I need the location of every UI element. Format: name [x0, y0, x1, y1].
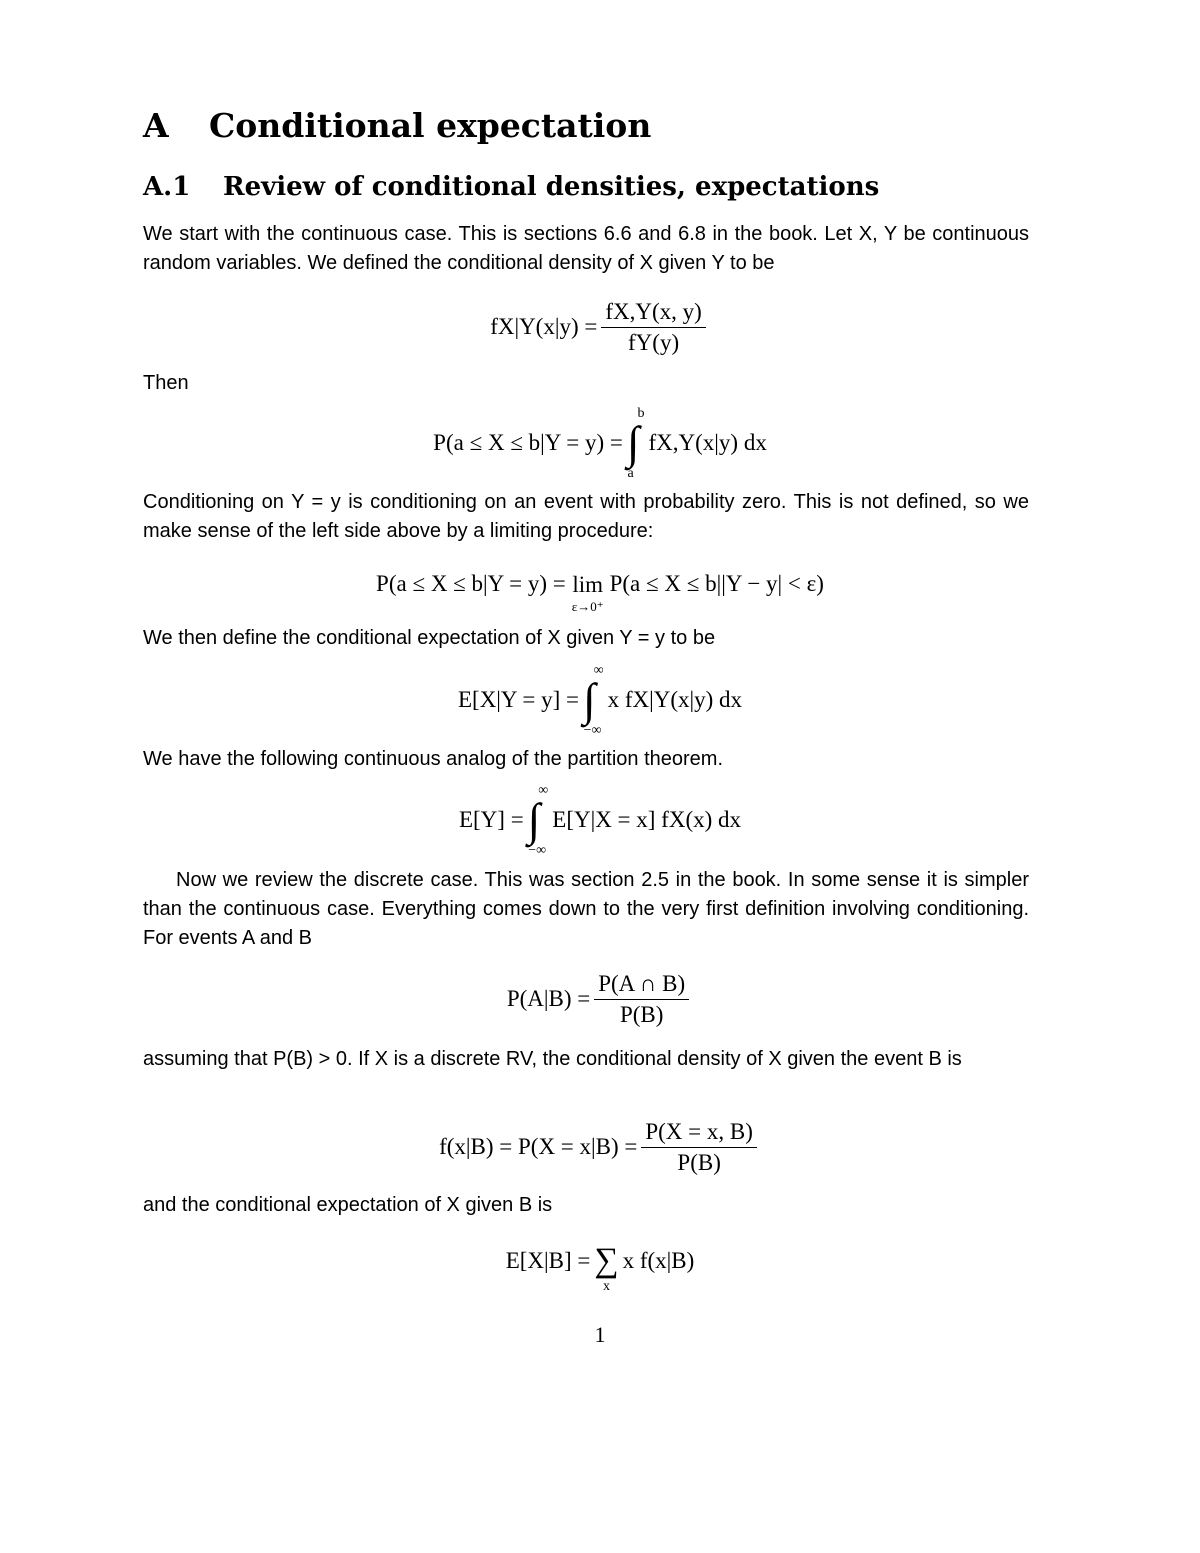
- eq2-integrand: fX,Y(x|y) dx: [648, 430, 767, 455]
- paragraph-7: assuming that P(B) > 0. If X is a discrete RV, the conditional density of X given the event B is: [143, 1048, 962, 1070]
- paragraph-8: and the conditional expectation of X given B is: [143, 1194, 553, 1216]
- eq4-upper-limit: ∞: [593, 663, 604, 678]
- paragraph-1: We start with the continuous case. This is sections 6.6 and 6.8 in the book. Let X, Y be continuous random variables. We defined the conditional density of X given Y to be: [143, 223, 1029, 274]
- eq2-limits: [627, 406, 645, 481]
- eq2-integral: [626, 406, 645, 481]
- equation-conditional-density: [0, 296, 1200, 358]
- eq3-limit: [572, 572, 604, 613]
- eq4-limits: [583, 663, 604, 738]
- eq6-numerator: P(A ∩ B): [594, 971, 689, 1000]
- eq8-lhs: E[X|B] =: [505, 1248, 591, 1273]
- eq7-fraction: [641, 1119, 757, 1176]
- eq2-lower-limit: a: [627, 466, 634, 481]
- eq4-integrand: x fX|Y(x|y) dx: [607, 687, 743, 712]
- section-number: A: [143, 106, 169, 145]
- section-heading: [143, 106, 651, 145]
- paragraph-5: We have the following continuous analog of the partition theorem.: [143, 748, 723, 770]
- eq3-limit-subscript: ε→0⁺: [571, 598, 604, 614]
- eq3-lhs: P(a ≤ X ≤ b|Y = y) =: [376, 571, 566, 596]
- eq4-lhs: E[X|Y = y] =: [457, 687, 580, 712]
- paragraph-2: Then: [143, 372, 189, 394]
- paragraph-4: We then define the conditional expectation of X given Y = y to be: [143, 627, 716, 649]
- integral-sign-icon: ∫: [527, 794, 541, 845]
- equation-conditional-expectation: [0, 663, 1200, 738]
- eq1-lhs: fX|Y(x|y) =: [490, 314, 598, 339]
- eq3-limit-operator: lim: [572, 571, 604, 597]
- eq5-upper-limit: ∞: [538, 783, 549, 798]
- eq4-lower-limit: −∞: [583, 723, 602, 738]
- equation-conditional-probability-integral: [0, 406, 1200, 481]
- eq1-fraction: [601, 299, 705, 356]
- subsection-number: A.1: [143, 172, 191, 202]
- eq2-upper-limit: b: [637, 406, 645, 421]
- paragraph-3: Conditioning on Y = y is conditioning on an event with probability zero. This is not defined, so we make sense of the left side above by a limiting procedure:: [143, 491, 1029, 542]
- eq5-limits: [528, 783, 549, 858]
- eq4-integral: [583, 663, 604, 738]
- eq3-rhs: P(a ≤ X ≤ b||Y − y| < ε): [609, 571, 824, 596]
- subsection-heading: [143, 172, 879, 202]
- eq5-lhs: E[Y] =: [458, 807, 524, 832]
- eq1-numerator: fX,Y(x, y): [601, 299, 705, 328]
- eq6-lhs: P(A|B) =: [506, 986, 591, 1011]
- equation-discrete-conditional-expectation: [0, 1236, 1200, 1294]
- eq7-numerator: P(X = x, B): [641, 1119, 757, 1148]
- eq6-denominator: P(B): [619, 1001, 664, 1027]
- eq5-lower-limit: −∞: [528, 843, 547, 858]
- equation-limiting-procedure: [0, 564, 1200, 614]
- equation-conditional-probability: [0, 968, 1200, 1030]
- eq8-sum-subscript: x: [602, 1279, 610, 1294]
- eq8-rhs: x f(x|B): [622, 1248, 695, 1273]
- eq1-denominator: fY(y): [628, 329, 680, 355]
- summation-sign-icon: ∑: [594, 1242, 619, 1279]
- eq5-integrand: E[Y|X = x] fX(x) dx: [552, 807, 742, 832]
- eq5-integral: [527, 783, 549, 858]
- eq7-denominator: P(B): [677, 1149, 721, 1175]
- page-number: 1: [594, 1322, 606, 1347]
- integral-sign-icon: ∫: [626, 417, 640, 468]
- equation-partition-theorem: [0, 783, 1200, 858]
- integral-sign-icon: ∫: [583, 674, 596, 725]
- eq2-lhs: P(a ≤ X ≤ b|Y = y) =: [433, 430, 623, 455]
- eq8-sum: [594, 1244, 618, 1294]
- paragraph-6: Now we review the discrete case. This was section 2.5 in the book. In some sense it is simpler than the continuous case. Everything comes down to the very first definition involving conditioning. For events A and B: [143, 869, 1029, 949]
- eq6-fraction: [594, 971, 689, 1028]
- section-title-text: Conditional expectation: [209, 106, 652, 145]
- eq7-lhs: f(x|B) = P(X = x|B) =: [439, 1134, 638, 1159]
- subsection-title-text: Review of conditional densities, expectations: [223, 172, 880, 202]
- equation-discrete-conditional-density: [0, 1116, 1200, 1178]
